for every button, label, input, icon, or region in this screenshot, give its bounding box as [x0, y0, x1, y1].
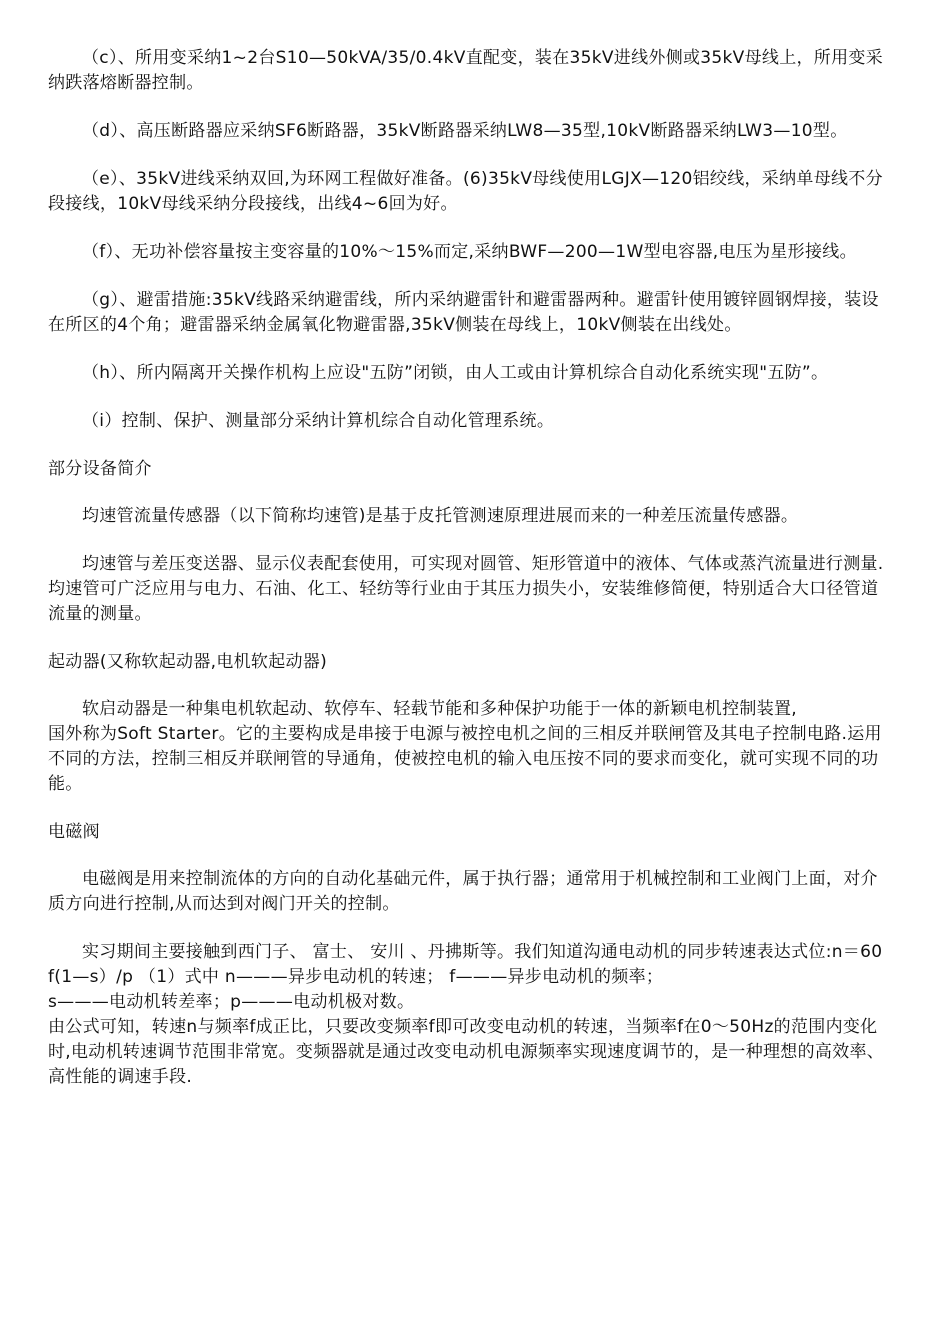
averaging-tube-intro-paragraph: 均速管流量传感器（以下简称均速管)是基于皮托管测速原理进展而来的一种差压流量传感器。 [82, 506, 799, 526]
item-h-paragraph: （h）、所内隔离开关操作机构上应设"五防”闭锁，由人工或由计算机综合自动化系统实现"五防”。 [82, 363, 829, 383]
internship-formula-paragraph: 实习期间主要接触到西门子、 富士、 安川 、丹拂斯等。我们知道沟通电动机的同步转速表达式位:n＝60 f(1—s）/p （1）式中 n———异步电动机的转速； f———异步电动机的频率； [48, 942, 883, 987]
item-i-paragraph: （i）控制、保护、测量部分采纳计算机综合自动化管理系统。 [82, 411, 555, 431]
item-g-paragraph: （g）、避雷措施:35kV线路采纳避雷线，所内采纳避雷针和避雷器两种。避雷针使用镀锌圆钢焊接，装设在所区的4个角；避雷器采纳金属氧化物避雷器,35kV侧装在母线上，10kV侧装在出线处。 [48, 290, 879, 335]
soft-starter-paragraph-line1: 软启动器是一种集电机软起动、软停车、轻载节能和多种保护功能于一体的新颖电机控制装置, [82, 699, 798, 719]
item-d-paragraph: （d）、高压断路器应采纳SF6断路器，35kV断路器采纳LW8—35型,10kV断路器采纳LW3—10型。 [82, 121, 848, 141]
soft-starter-section-heading: 起动器(又称软起动器,电机软起动器) [48, 652, 328, 672]
slip-definition-line: s———电动机转差率；p———电动机极对数。 [48, 992, 415, 1012]
solenoid-valve-paragraph: 电磁阀是用来控制流体的方向的自动化基础元件，属于执行器；通常用于机械控制和工业阀门上面，对介质方向进行控制,从而达到对阀门开关的控制。 [48, 869, 878, 914]
item-f-paragraph: （f）、无功补偿容量按主变容量的10%～15%而定,采纳BWF—200—1W型电容器,电压为星形接线。 [82, 242, 857, 262]
solenoid-valve-section-heading: 电磁阀 [48, 822, 100, 842]
frequency-conclusion-paragraph: 由公式可知，转速n与频率f成正比，只要改变频率f即可改变电动机的转速，当频率f在0～50Hz的范围内变化时,电动机转速调节范围非常宽。变频器就是通过改变电动机电源频率实现速度调节的，是一种理想的高效率、高性能的调速手段. [48, 1017, 885, 1087]
item-c-paragraph: （c）、所用变采纳1~2台S10—50kVA/35/0.4kV直配变，装在35kV进线外侧或35kV母线上，所用变采纳跌落熔断器控制。 [48, 48, 884, 93]
equipment-section-heading: 部分设备简介 [48, 459, 152, 479]
soft-starter-paragraph-line2: 国外称为Soft Starter。它的主要构成是串接于电源与被控电机之间的三相反并联闸管及其电子控制电路.运用不同的方法，控制三相反并联闸管的导通角，使被控电机的输入电压按不同的要求而变化，就可实现不同的功能。 [48, 724, 882, 794]
item-e-paragraph: （e）、35kV进线采纳双回,为环网工程做好准备。(6)35kV母线使用LGJX—120铝绞线，采纳单母线不分段接线，10kV母线采纳分段接线，出线4~6回为好。 [48, 169, 883, 214]
averaging-tube-usage-paragraph: 均速管与差压变送器、显示仪表配套使用，可实现对圆管、矩形管道中的液体、气体或蒸汽流量进行测量.均速管可广泛应用与电力、石油、化工、轻纺等行业由于其压力损失小，安装维修简便，特别适合大口径管道流量的测量。 [48, 554, 884, 624]
